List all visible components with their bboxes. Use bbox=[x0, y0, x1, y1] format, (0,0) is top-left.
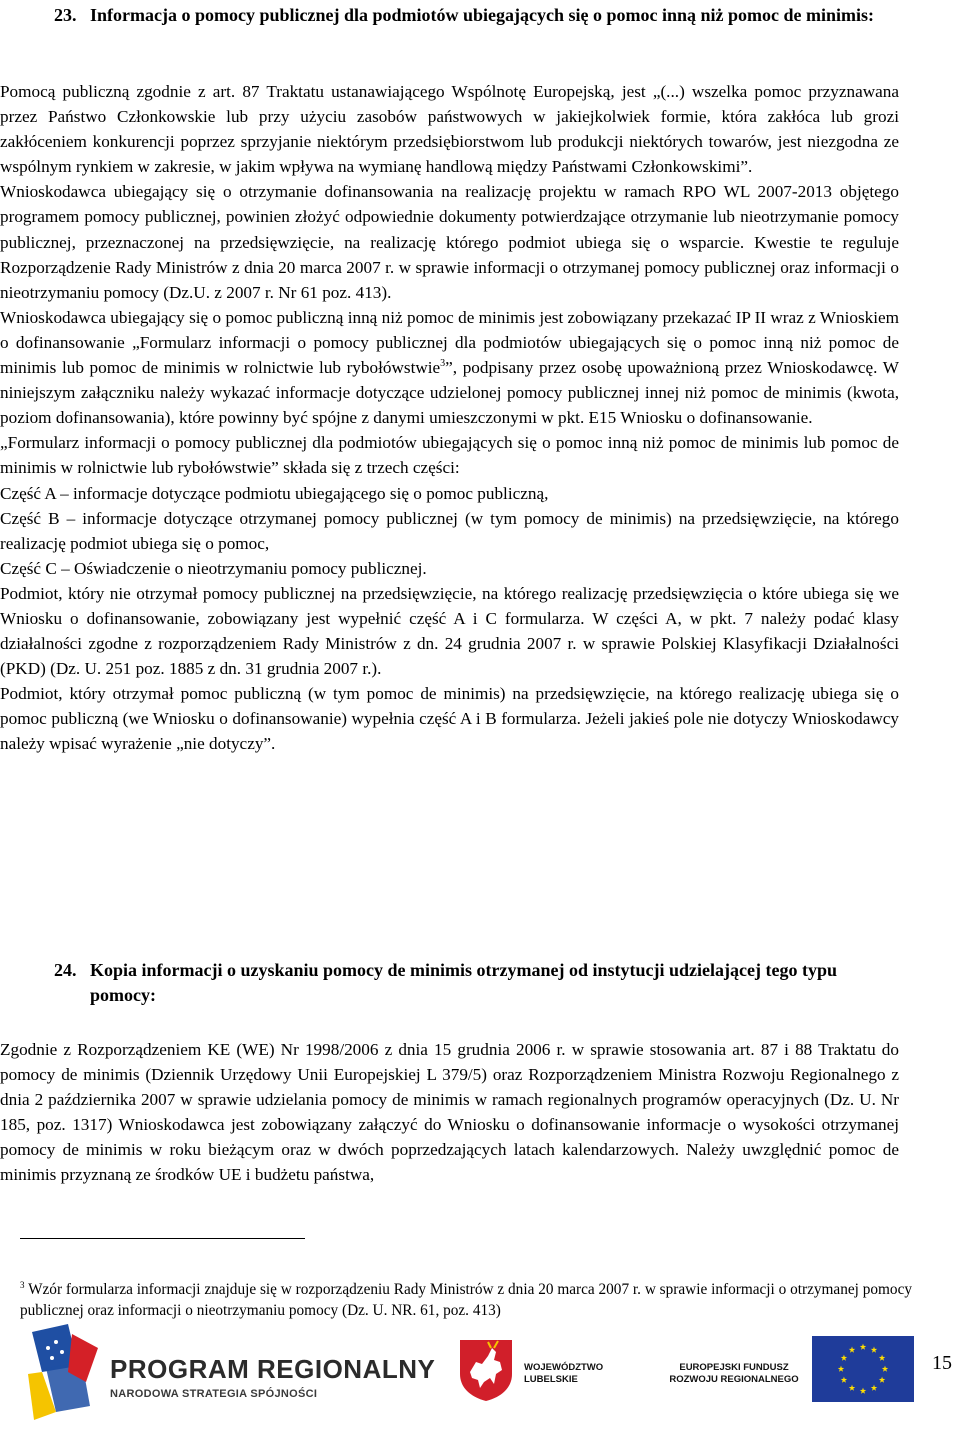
paragraph: Podmiot, który nie otrzymał pomocy publicznej na przedsięwzięcie, na którego realizację przedsięwzięcia o które ubiega się we Wniosku o dofinansowanie, zobowiązany jest wypełnić część A i C formularza. W części A, w pkt. 7 należy podać klasy działalności zgodne z rozporządzeniem Rady Ministrów z dn. 24 grudnia 2007 r. w sprawie Polskiej Klasyfikacji Działalności (PKD) (Dz. U. 251 poz. 1885 z dn. 31 grudnia 2007 r.). bbox=[0, 583, 899, 679]
program-regionalny-emblem-icon bbox=[28, 1322, 108, 1432]
list-item: Część C – Oświadczenie o nieotrzymaniu pomocy publicznej. bbox=[0, 558, 427, 578]
footnote-text: Wzór formularza informacji znajduje się w rozporządzeniu Rady Ministrów z dnia 20 marca 2007 r. w sprawie informacji o otrzymanej pomocy publicznej oraz informacji o nieotrzymaniu pomocy (Dz. U. NR. 61, poz. 413) bbox=[20, 1281, 913, 1319]
section-24-title: Kopia informacji o uzyskaniu pomocy de minimis otrzymanej od instytucji udzielającej tego typu pomocy: bbox=[90, 960, 837, 1005]
footnote-marker: 3 bbox=[20, 1280, 25, 1290]
section-23-number: 23. bbox=[54, 5, 77, 25]
voivodeship-label bbox=[524, 1362, 603, 1386]
list-item: Część A – informacje dotyczące podmiotu ubiegającego się o pomoc publiczną, bbox=[0, 483, 549, 503]
paragraph-text: Wnioskodawca ubiegający się o pomoc publiczną inną niż pomoc de minimis jest zobowiązany przekazać IP II wraz z Wnioskiem o dofinansowanie „Formularz informacji o pomocy publicznej dla podmiotów ubiegających się o pomoc inną niż pomoc de minimis lub pomoc de minimis w rolnictwie lub rybołówstwie bbox=[0, 307, 899, 378]
paragraph: Wnioskodawca ubiegający się o otrzymanie dofinansowania na realizację projektu w ramach RPO WL 2007-2013 objętego programem pomocy publicznej, powinien złożyć odpowiednie dokumenty potwierdzające otrzymanie lub nieotrzymanie pomocy publicznej, przeznaczonej na przedsięwzięcie, na realizację którego podmiot ubiega się o wsparcie. Kwestie te reguluje Rozporządzenie Rady Ministrów z dnia 20 marca 2007 r. w sprawie informacji o otrzymanej pomocy publicznej oraz informacji o nieotrzymaniu pomocy (Dz.U. z 2007 r. Nr 61 poz. 413). bbox=[0, 182, 899, 302]
paragraph bbox=[0, 305, 899, 430]
paragraph: Pomocą publiczną zgodnie z art. 87 Traktatu ustanawiającego Wspólnotę Europejską, jest „(...) wszelka pomoc przyznawana przez Państwo Członkowskie lub przy użyciu zasobów państwowych w jakiejkolwiek formie, która zakłóca lub grozi zakłóceniem konkurencji poprzez sprzyjanie niektórym przedsiębiorstwom lub produkcji niektórych towarów, jest niezgodna ze wspólnym rynkiem w zakresie, w jakim wpływa na wymianę handlową między Państwami Członkowskimi”. bbox=[0, 82, 899, 177]
footnote-reference: 3 bbox=[440, 358, 446, 370]
list-item: Część B – informacje dotyczące otrzymanej pomocy publicznej (w tym pomocy de minimis) na przedsięwzięcie, na którego realizację podmiot ubiega się o pomoc, bbox=[0, 508, 899, 553]
section-24-heading bbox=[54, 958, 894, 1008]
section-24-body bbox=[0, 1037, 899, 1188]
footnote-separator bbox=[20, 1238, 305, 1239]
page-number: 15 bbox=[932, 1352, 952, 1374]
program-title: PROGRAM REGIONALNY bbox=[110, 1354, 436, 1384]
fund-line-2: ROZWOJU REGIONALNEGO bbox=[669, 1374, 799, 1385]
eu-flag-icon bbox=[812, 1336, 914, 1402]
footnote bbox=[20, 1279, 919, 1321]
voivodeship-line-2: LUBELSKIE bbox=[524, 1374, 578, 1385]
program-subtitle: NARODOWA STRATEGIA SPÓJNOŚCI bbox=[110, 1388, 318, 1400]
program-regionalny-logo bbox=[28, 1322, 448, 1432]
fund-line-1: EUROPEJSKI FUNDUSZ bbox=[679, 1362, 789, 1373]
paragraph-text: ”, podpisany przez osobę upoważnioną przez Wnioskodawcę. W niniejszym załączniku należy wykazać informacje dotyczące udzielonej pomocy publicznej innej niż pomoc de minimis (kwota, poziom dofinansowania), które powinny być spójne z danymi umieszczonymi w pkt. E15 Wniosku o dofinansowanie. bbox=[0, 358, 899, 428]
voivodeship-line-1: WOJEWÓDZTWO bbox=[524, 1362, 604, 1373]
paragraph: Zgodnie z Rozporządzeniem KE (WE) Nr 1998/2006 z dnia 15 grudnia 2006 r. w sprawie stosowania art. 87 i 88 Traktatu do pomocy de minimis (Dziennik Urzędowy Unii Europejskiej L 379/5) oraz Rozporządzeniem Ministra Rozwoju Regionalnego z dnia 2 października 2007 w sprawie udzielania pomocy de minimis w ramach regionalnych programów operacyjnych (Dz. U. Nr 185, poz. 1317) Wnioskodawca jest zobowiązany załączyć do Wniosku o dofinansowanie informacje o wysokości otrzymanej pomocy de minimis w roku bieżącym oraz w dwóch poprzedzających latach kalendarzowych. Należy uwzględnić pomoc de minimis przyznaną ze środków UE i budżetu państwa, bbox=[0, 1040, 899, 1185]
section-23-title: Informacja o pomocy publicznej dla podmiotów ubiegających się o pomoc inną niż pomoc de minimis: bbox=[90, 5, 875, 25]
footer-logo-bar bbox=[0, 1322, 960, 1432]
section-24-number: 24. bbox=[54, 960, 77, 980]
paragraph: „Formularz informacji o pomocy publicznej dla podmiotów ubiegających się o pomoc inną niż pomoc de minimis lub pomoc de minimis w rolnictwie lub rybołówstwie” składa się z trzech części: bbox=[0, 433, 899, 478]
fund-label bbox=[664, 1362, 804, 1386]
section-23-body bbox=[0, 79, 899, 757]
section-23-heading bbox=[54, 3, 894, 28]
lubelskie-crest-icon bbox=[458, 1338, 514, 1402]
paragraph: Podmiot, który otrzymał pomoc publiczną (w tym pomoc de minimis) na przedsięwzięcie, na którego realizację ubiega się o pomoc publiczną (we Wniosku o dofinansowanie) wypełnia część A i B formularza. Jeżeli jakieś pole nie dotyczy Wnioskodawcy należy wpisać wyrażenie „nie dotyczy”. bbox=[0, 684, 899, 754]
